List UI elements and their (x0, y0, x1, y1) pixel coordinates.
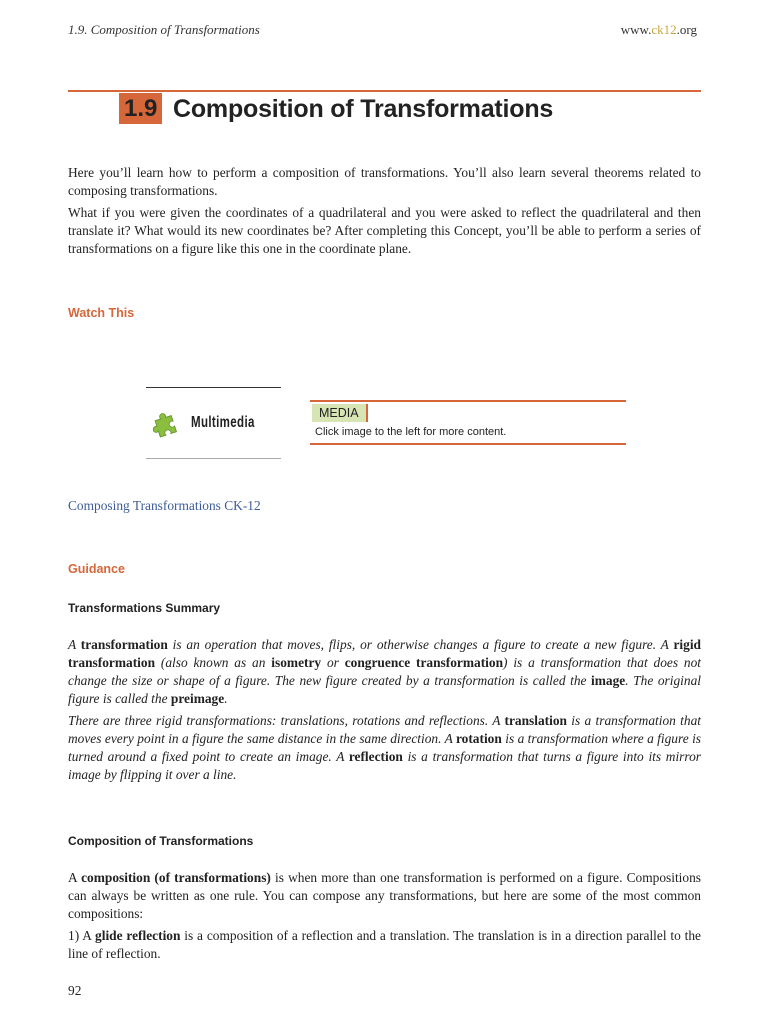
term-congruence-transformation: congruence transformation (344, 655, 504, 670)
term-image: image (591, 673, 626, 688)
multimedia-label: Multimedia (190, 414, 255, 431)
intro-text (68, 164, 701, 262)
puzzle-icon (153, 408, 183, 438)
summary-text (68, 636, 701, 788)
term-composition: composition (of transformations) (81, 870, 271, 885)
composition-heading: Composition of Transformations (68, 834, 254, 848)
chapter-rule (68, 90, 701, 92)
site-suffix: .org (676, 22, 697, 37)
media-note: Click image to the left for more content. (315, 426, 507, 438)
site-prefix: www. (620, 22, 652, 37)
intro-paragraph-2: What if you were given the coordinates of a quadrilateral and you were asked to reflect the quadrilateral and then translate it? What would its new coordinates be? After completing this Concept, you’ll be able to perform a series of transformations on a figure like this one in the coordinate plane. (68, 205, 701, 256)
term-glide-reflection: glide reflection (95, 928, 181, 943)
site-url[interactable] (621, 22, 697, 38)
term-isometry: isometry (271, 655, 322, 670)
term-preimage: preimage (170, 691, 225, 706)
term-rotation: rotation (455, 731, 502, 746)
running-title: 1.9. Composition of Transformations (68, 22, 260, 37)
intro-paragraph-1: Here you’ll learn how to perform a composition of transformations. You’ll also learn several theorems related to composing transformations. (68, 165, 701, 198)
composition-text (68, 869, 701, 967)
term-transformation: transformation (80, 637, 168, 652)
site-accent: ck12 (651, 22, 677, 37)
watch-heading: Watch This (68, 306, 135, 320)
term-reflection: reflection (348, 749, 403, 764)
guidance-heading: Guidance (68, 562, 125, 576)
summary-heading: Transformations Summary (68, 601, 221, 615)
summary-paragraph-1: A transformation is an operation that moves, flips, or otherwise changes a figure to create a new figure. A rigid transformation (also known as an isometry or congruence transformation) is a transformation that does not change the size or shape of a figure. The new figure created by a transformation is called the image. The original figure is called the preimage. (68, 637, 702, 706)
page-number: 92 (68, 983, 82, 998)
summary-paragraph-2: There are three rigid transformations: translations, rotations and reflections. A translation is a transformation that moves every point in a figure the same distance in the same direction. A rotation is a transformation where a figure is turned around a fixed point to create an image. A reflection is a transformation that turns a figure into its mirror image by flipping it over a line. (68, 713, 702, 782)
multimedia-thumbnail[interactable] (146, 387, 281, 459)
chapter-title: Composition of Transformations (173, 95, 554, 123)
media-box (310, 400, 626, 445)
media-tag: MEDIA (312, 404, 368, 422)
composition-paragraph-2: 1) A glide reflection is a composition of a reflection and a translation. The translation is in a direction parallel to the line of reflection. (68, 928, 702, 961)
term-rigid-transformation: rigid transformation (68, 637, 701, 670)
composition-paragraph-1: A composition (of transformations) is when more than one transformation is performed on a figure. Compositions can always be written as one rule. You can compose any transformations, but here are some of the most common compositions: (68, 870, 702, 921)
video-link[interactable]: Composing Transformations CK-12 (68, 498, 261, 513)
term-translation: translation (504, 713, 567, 728)
chapter-number: 1.9 (119, 93, 162, 124)
